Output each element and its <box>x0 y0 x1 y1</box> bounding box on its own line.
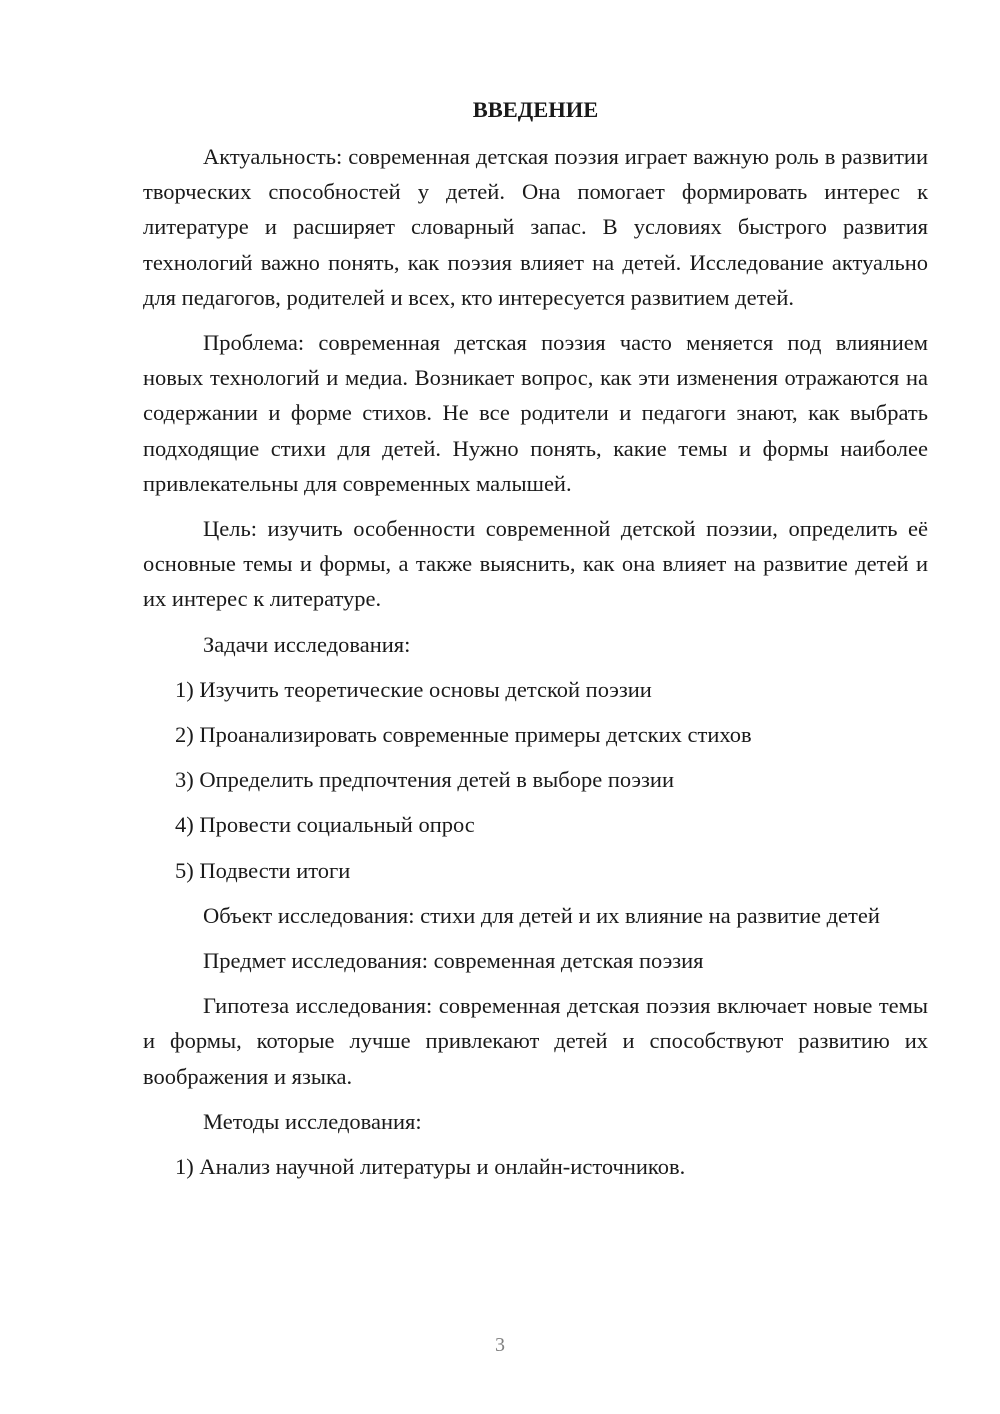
methods-list <box>143 1149 928 1184</box>
section-title: ВВЕДЕНИЕ <box>472 97 599 122</box>
tasks-list <box>143 672 928 888</box>
hypothesis-paragraph: Гипотеза исследования: современная детская поэзия включает новые темы и формы, которые лучше привлекают детей и способствуют развитию их воображения и языка. <box>143 993 928 1089</box>
tasks-heading: Задачи исследования: <box>203 631 411 657</box>
object-paragraph: Объект исследования: стихи для детей и их влияние на развитие детей <box>203 902 880 928</box>
task-item: 2) Проанализировать современные примеры детских стихов <box>175 722 752 748</box>
goal-paragraph: Цель: изучить особенности современной детской поэзии, определить её основные темы и формы, а также выяснить, как она влияет на развитие детей и их интерес к литературе. <box>143 516 928 612</box>
subject-paragraph: Предмет исследования: современная детская поэзия <box>203 948 704 974</box>
document-page <box>143 92 928 1184</box>
task-item: 3) Определить предпочтения детей в выборе поэзии <box>175 767 675 793</box>
task-item: 4) Провести социальный опрос <box>175 812 475 838</box>
problem-paragraph: Проблема: современная детская поэзия часто меняется под влиянием новых технологий и медиа. Возникает вопрос, как эти изменения отражаются на содержании и форме стихов. Не все родители и педагоги знают, как выбрать подходящие стихи для детей. Нужно понять, какие темы и формы наиболее привлекательны для современных малышей. <box>143 330 928 496</box>
task-item: 5) Подвести итоги <box>175 857 351 883</box>
actuality-paragraph: Актуальность: современная детская поэзия играет важную роль в развитии творческих способностей у детей. Она помогает формировать интерес к литературе и расширяет словарный запас. В условиях быстрого развития технологий важно понять, как поэзия влияет на детей. Исследование актуально для педагогов, родителей и всех, кто интересуется развитием детей. <box>143 144 928 310</box>
page-number: 3 <box>495 1334 505 1356</box>
method-item: 1) Анализ научной литературы и онлайн-источников. <box>175 1154 686 1180</box>
task-item: 1) Изучить теоретические основы детской поэзии <box>175 676 652 702</box>
methods-heading: Методы исследования: <box>203 1108 422 1134</box>
